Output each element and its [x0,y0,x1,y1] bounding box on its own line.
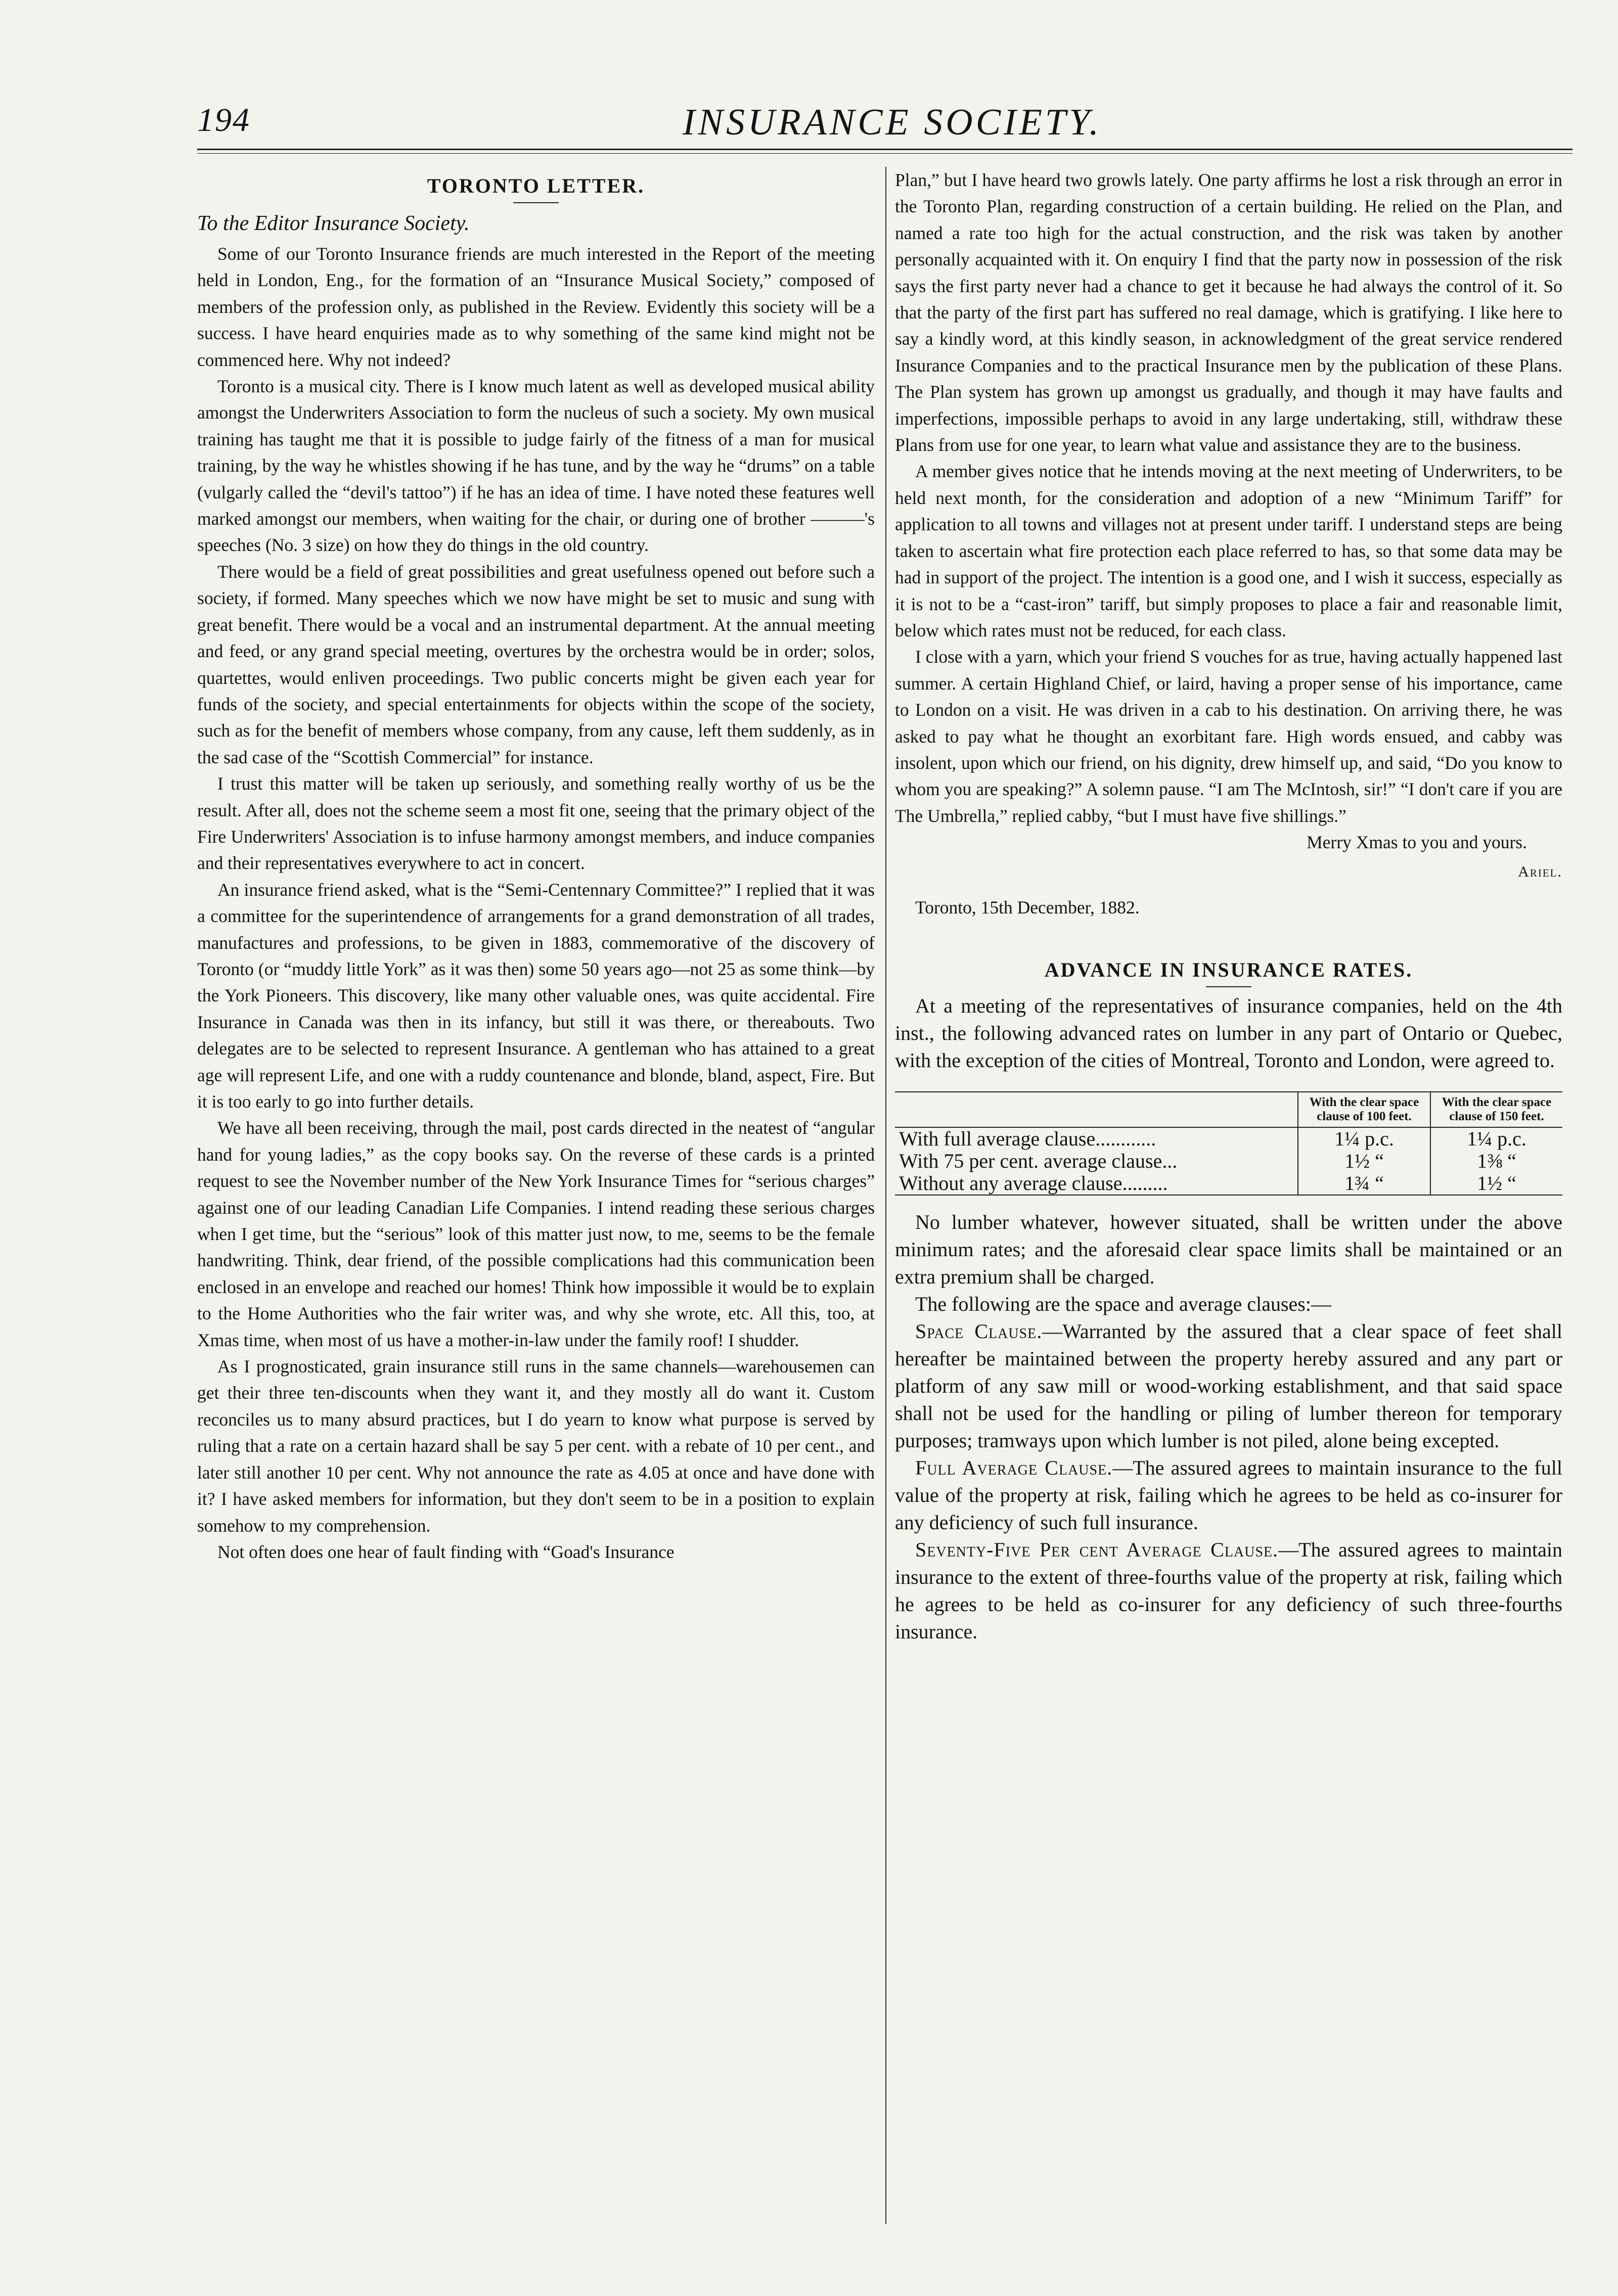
page-number: 194 [197,102,250,139]
paragraph: An insurance friend asked, what is the “Semi-Centennary Committee?” I replied that it was a committee for the superintendence of arrangements for a grand demonstration of all trades, manufactures and professions, to be given in 1883, commemorative of the discovery of Toronto (or “muddy little York” as it was then) some 50 years ago—not 25 as some think—by the York Pioneers. This discovery, like many other valuable ones, was quite accidental. Fire Insurance in Canada was then in its infancy, but still it was there, or thereabouts. Two delegates are to be selected to represent Insurance. A gentleman who has attained to a great age will represent Life, and one with a ruddy countenance and blonde, bland, aspect, Fire. But it is too early to go into further details. [197,879,875,1112]
paragraph: Not often does one hear of fault finding with “Goad's Insurance [217,1541,675,1562]
rate-cell: 1⅜ “ [1430,1150,1562,1172]
space-clause [895,1318,1562,1454]
dateline: Toronto, 15th December, 1882. [915,897,1140,917]
table-row [895,1172,1562,1195]
rates-table [895,1091,1562,1196]
rate-cell: 1¾ “ [1298,1172,1430,1195]
right-column [895,167,1562,1645]
page-header [197,96,1572,152]
paragraph: As I prognosticated, grain insurance still runs in the same channels—warehousemen can get their three ten-discounts when they want it, and they mostly all do want it. Custom reconciles us to many absurd practices, but I do yearn to know what purpose is served by ruling that a rate on a certain hazard shall be say 5 per cent. with a rebate of 10 per cent., and later still another 10 per cent. Why not announce the rate as 4.05 at once and have done with it? I have asked members for information, but they don't seem to be in a position to explain somehow to my comprehension. [197,1356,875,1536]
full-average-clause [895,1454,1562,1536]
rate-cell: 1¼ p.c. [1430,1127,1562,1150]
clause-text: —Warranted by the assured that a clear space of feet shall hereafter be maintained between the property hereby assured and any part or platform of any saw mill or wood-working establishment, and that said space shall not be used for the handling or piling of lumber thereon for temporary purposes; tramways upon which lumber is not piled, alone being excepted. [895,1320,1562,1452]
paragraph-continued: Plan,” but I have heard two growls lately. One party affirms he lost a risk through an error in the Toronto Plan, regarding construction of a certain building. He relied on the Plan, and named a rate too high for the actual construction, and the risk was taken by another personally acquainted with it. On enquiry I find that the party now in possession of the risk says the first party never had a chance to get it because he had always the control of it. So that the party of the first part has suffered no real damage, which is gratifying. I like here to say a kindly word, at this kindly season, in acknowledgment of the great service rendered Insurance Companies and to the practical Insurance men by the publication of these Plans. The Plan system has grown up amongst us gradually, and though it may have faults and imperfections, impossible perhaps to avoid in any large undertaking, still, withdraw these Plans from use for one year, to learn what value and assistance they are to the business. [895,170,1562,455]
column-divider [885,167,886,2224]
salutation: To the Editor Insurance Society. [197,212,470,235]
clause-cell: Without any average clause......... [895,1172,1298,1195]
title-rule [513,202,559,203]
paragraph: The following are the space and average clauses:— [915,1293,1331,1316]
advance-rates-title: ADVANCE IN INSURANCE RATES. [1044,958,1413,982]
left-column [197,167,875,1565]
paragraph: We have all been receiving, through the mail, post cards directed in the neatest of “angular hand for young ladies,” as the copy books say. On the reverse of these cards is a printed request to see the November number of the New York Insurance Times for “serious charges” against one of our leading Canadian Life Companies. I intend reading these serious charges when I get time, but the “serious” look of this matter just now, to me, seems to be the female handwriting. Think, dear friend, of the possible complications had this communication been enclosed in an envelope and reached our homes! Think how impossible it would be to explain to the Home Authorities who the fair writer was, and why she wrote, etc. All this, too, at Xmas time, when most of us have a mother-in-law under the family roof! I shudder. [197,1118,875,1350]
clause-text: —The assured agrees to maintain insurance to the full value of the property at risk, failing which he agrees to be held as co-insurer for any deficiency of such full insurance. [895,1456,1562,1534]
header-rule [197,149,1572,154]
table-header-150ft: With the clear space clause of 150 feet. [1430,1092,1562,1127]
paragraph: Toronto is a musical city. There is I know much latent as well as developed musical ability amongst the Underwriters Association to form the nucleus of such a society. My own musical training has taught me that it is possible to judge fairly of the fitness of a man for musical training, by the way he whistles showing if he has tune, and by the way he “drums” on a table (vulgarly called the “devil's tattoo”) if he has an idea of time. I have noted these features well marked amongst our members, when waiting for the chair, or during one of brother ———'s speeches (No. 3 size) on how they do things in the old country. [197,376,875,556]
paragraph: A member gives notice that he intends moving at the next meeting of Underwriters, to be held next month, for the consideration and adoption of a new “Minimum Tariff” for application to all towns and villages not at present under tariff. I understand steps are being taken to ascertain what fire protection each place referred to has, so that some data may be had in support of the project. The intention is a good one, and I wish it success, especially as it is not to be a “cast-iron” tariff, but simply proposes to place a fair and reasonable limit, below which rates must not be reduced, for each class. [895,461,1562,640]
seventy-five-clause [895,1536,1562,1645]
journal-title: INSURANCE SOCIETY. [683,102,1102,143]
table-header-100ft: With the clear space clause of 100 feet. [1298,1092,1430,1127]
paragraph: No lumber whatever, however situated, shall be written under the above minimum rates; and the aforesaid clear space limits shall be maintained or an extra premium shall be charged. [895,1211,1562,1289]
clause-label: Full Average Clause. [915,1456,1113,1480]
clause-label: Space Clause. [915,1320,1043,1343]
clause-label: Seventy-Five Per cent Average Clause. [915,1538,1279,1562]
paragraph: I close with a yarn, which your friend S vouches for as true, having actually happened last summer. A certain Highland Chief, or laird, having a proper sense of his importance, came to London on a visit. He was driven in a cab to his destination. On arriving there, he was asked to pay what he thought an exorbitant fare. High words ensued, and cabby was insolent, upon which our friend, on his dignity, drew himself up, and said, “Do you know to whom you are speaking?” A solemn pause. “I am The McIntosh, sir!” “I don't care if you are The Umbrella,” replied cabby, “but I must have five shillings.” [895,647,1562,826]
table-row [895,1150,1562,1172]
sign-off: Merry Xmas to you and yours. [1307,832,1527,853]
title-rule [1206,986,1251,987]
table-header-blank [895,1092,1298,1127]
clause-text: —The assured agrees to maintain insurance to the extent of three-fourths value of the property at risk, failing which he agrees to be held as co-insurer for any deficiency of such three-fourths insurance. [895,1538,1562,1643]
table-header-row [895,1092,1562,1127]
clause-cell: With 75 per cent. average clause... [899,1150,1178,1173]
paragraph: At a meeting of the representatives of insurance companies, held on the 4th inst., the following advanced rates on lumber in any part of Ontario or Quebec, with the exception of the cities of Montreal, Toronto and London, were agreed to. [895,994,1562,1072]
paragraph: There would be a field of great possibilities and great usefulness opened out before such a society, if formed. Many speeches which we now have might be set to music and sung with great benefit. There would be a vocal and an instrumental department. At the annual meeting and feed, or any grand special meeting, overtures by the orchestra would be in order; solos, quartettes, would enliven proceedings. Two public concerts might be given each year for funds of the society, and special entertainments for objects within the scope of the society, such as for the benefit of members whose company, from any cause, left them suddenly, as in the sad case of the “Scottish Commercial” for instance. [197,561,875,767]
clause-cell: With full average clause............ [899,1127,1156,1151]
rate-cell: 1½ “ [1430,1172,1562,1195]
signature: Ariel. [1518,863,1562,880]
rate-cell: 1½ “ [1298,1150,1430,1172]
paragraph: Some of our Toronto Insurance friends are much interested in the Report of the meeting held in London, Eng., for the formation of an “Insurance Musical Society,” composed of members of the profession only, as published in the Review. Evidently this society will be a success. I have heard enquiries made as to why something of the same kind might not be commenced here. Why not indeed? [197,244,875,370]
table-row [895,1127,1562,1150]
paragraph: I trust this matter will be taken up seriously, and something really worthy of us be the result. After all, does not the scheme seem a most fit one, seeing that the primary object of the Fire Underwriters' Association is to infuse harmony amongst members, and induce companies and their representatives everywhere to act in concert. [197,773,875,874]
rate-cell: 1¼ p.c. [1298,1127,1430,1150]
toronto-letter-title: TORONTO LETTER. [427,174,645,197]
advance-rates-section [895,992,1562,1645]
